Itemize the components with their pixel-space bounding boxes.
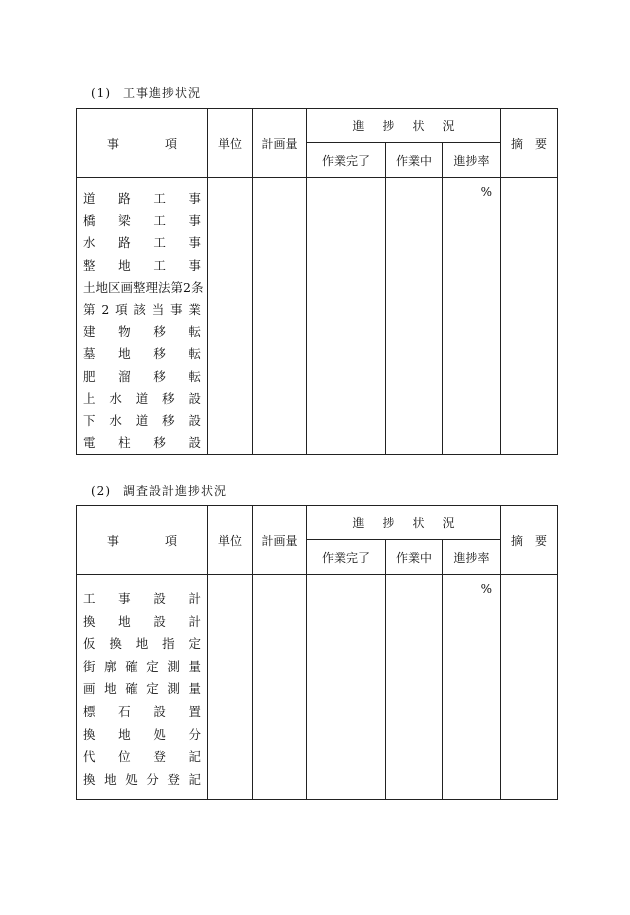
summary-cell xyxy=(501,178,558,455)
header-done: 作業完了 xyxy=(307,540,386,575)
item-char: 工 xyxy=(153,235,166,251)
item-char: 地 xyxy=(118,257,131,273)
header-progress: 進 捗 状 況 xyxy=(307,109,501,143)
item-char: 廓 xyxy=(104,658,117,674)
item-char: 画 xyxy=(83,681,96,697)
rate-unit: % xyxy=(480,185,493,199)
plan-cell xyxy=(253,178,307,455)
item-char: 肥 xyxy=(83,368,96,384)
header-summary: 摘 要 xyxy=(501,109,558,178)
item-char: 事 xyxy=(188,257,201,273)
item-char: 置 xyxy=(188,703,201,719)
item-char: 換 xyxy=(83,613,96,629)
section2-title-text: 調査設計進捗状況 xyxy=(123,484,228,498)
item-char: 道 xyxy=(135,412,149,428)
item-char: 分 xyxy=(188,726,201,742)
item-char: 計 xyxy=(188,591,201,606)
item-char: 記 xyxy=(188,771,201,787)
header-summary: 摘 要 xyxy=(501,506,558,575)
item-char: 換 xyxy=(109,636,122,652)
item-char: 処 xyxy=(125,771,138,787)
item-row xyxy=(83,769,201,792)
item-char: 梁 xyxy=(118,213,131,229)
header-progress: 進 捗 状 況 xyxy=(307,506,501,540)
plan-cell xyxy=(253,575,307,800)
item-char: 記 xyxy=(188,749,201,765)
item-char: 量 xyxy=(188,658,201,674)
header-item: 事 項 xyxy=(77,506,208,575)
construction-progress-table xyxy=(76,108,558,455)
item-char: 路 xyxy=(118,235,131,251)
header-working: 作業中 xyxy=(386,143,443,178)
item-char: 当 xyxy=(151,301,165,317)
item-char: 代 xyxy=(83,749,96,765)
section1-title-text: 工事進捗状況 xyxy=(123,86,202,100)
item-char: 地 xyxy=(104,771,117,787)
item-row xyxy=(83,633,201,656)
item-char: 登 xyxy=(167,771,180,787)
working-cell xyxy=(386,575,443,800)
item-row xyxy=(83,678,201,701)
item-char: 業 xyxy=(188,301,201,317)
header-item: 事 項 xyxy=(77,109,208,178)
rate-cell xyxy=(443,178,501,455)
item-char: 道 xyxy=(83,191,96,206)
item-char: 整 xyxy=(83,257,96,273)
item-char: 土地区画整理法第2条 xyxy=(83,279,204,295)
item-row xyxy=(83,299,201,321)
item-char: 第 xyxy=(83,301,96,317)
item-char: 建 xyxy=(83,324,96,340)
item-char: 墓 xyxy=(83,346,96,362)
item-char: 測 xyxy=(167,658,180,674)
unit-cell xyxy=(208,178,253,455)
item-char: 量 xyxy=(188,681,201,697)
item-char: 転 xyxy=(188,346,201,362)
item-char: 水 xyxy=(109,412,122,428)
item-char: 事 xyxy=(188,191,201,206)
item-char: 設 xyxy=(188,390,201,406)
survey-design-progress-table xyxy=(76,505,558,800)
item-row xyxy=(83,746,201,769)
item-row xyxy=(83,432,201,454)
section1-number: (1) xyxy=(91,86,111,100)
item-row xyxy=(83,255,201,277)
item-char: 上 xyxy=(83,390,96,406)
item-char: 確 xyxy=(125,681,138,697)
item-char: 転 xyxy=(188,324,201,340)
item-list xyxy=(77,178,207,454)
item-char: 設 xyxy=(153,591,166,606)
item-row xyxy=(83,188,201,210)
item-char: 路 xyxy=(118,191,131,206)
item-char: 溜 xyxy=(118,368,131,384)
item-row xyxy=(83,210,201,232)
item-char: 設 xyxy=(188,412,201,428)
item-char: 工 xyxy=(153,191,166,206)
item-char: 地 xyxy=(135,636,149,652)
item-char: 移 xyxy=(153,368,166,384)
item-char: 移 xyxy=(153,435,166,451)
item-char: 定 xyxy=(146,658,159,674)
item-list-cell xyxy=(77,178,208,455)
item-char: 電 xyxy=(83,435,96,451)
item-char: 設 xyxy=(188,435,201,451)
item-char: 地 xyxy=(118,346,131,362)
item-char: 設 xyxy=(153,613,166,629)
item-row xyxy=(83,410,201,432)
item-char: 事 xyxy=(118,591,131,606)
item-row xyxy=(83,588,201,611)
item-char: 換 xyxy=(83,726,96,742)
header-rate: 進捗率 xyxy=(443,143,501,178)
summary-cell xyxy=(501,575,558,800)
item-char: 水 xyxy=(83,235,96,251)
header-done: 作業完了 xyxy=(307,143,386,178)
item-char: 地 xyxy=(118,613,131,629)
rate-cell xyxy=(443,575,501,800)
section2-title xyxy=(91,482,227,499)
item-list xyxy=(77,575,207,791)
header-plan: 計画量 xyxy=(253,109,307,178)
item-char: 橋 xyxy=(83,213,96,229)
item-char: 換 xyxy=(83,771,96,787)
item-row xyxy=(83,611,201,634)
rate-unit: % xyxy=(480,582,493,596)
item-char: 処 xyxy=(153,726,166,742)
item-char: 標 xyxy=(83,703,96,719)
item-row xyxy=(83,656,201,679)
item-char: 2 xyxy=(101,301,110,317)
item-char: 地 xyxy=(104,681,117,697)
item-char: 街 xyxy=(83,658,96,674)
item-row xyxy=(83,232,201,254)
item-char: 確 xyxy=(125,658,138,674)
section1-title xyxy=(91,84,201,101)
item-char: 転 xyxy=(188,368,201,384)
unit-cell xyxy=(208,575,253,800)
item-char: 柱 xyxy=(118,435,131,451)
header-working: 作業中 xyxy=(386,540,443,575)
item-char: 工 xyxy=(153,213,166,229)
header-unit: 単位 xyxy=(208,109,253,178)
item-row xyxy=(83,277,204,299)
item-char: 位 xyxy=(118,749,131,765)
item-char: 分 xyxy=(146,771,159,787)
item-char: 事 xyxy=(188,213,201,229)
item-list-cell xyxy=(77,575,208,800)
item-char: 道 xyxy=(135,390,149,406)
item-char: 移 xyxy=(153,346,166,362)
item-char: 指 xyxy=(162,636,175,652)
header-unit: 単位 xyxy=(208,506,253,575)
done-cell xyxy=(307,178,386,455)
item-char: 定 xyxy=(188,636,201,652)
item-char: 事 xyxy=(170,301,183,317)
item-char: 地 xyxy=(118,726,131,742)
item-char: 下 xyxy=(83,412,96,428)
header-plan: 計画量 xyxy=(253,506,307,575)
item-char: 石 xyxy=(118,703,131,719)
done-cell xyxy=(307,575,386,800)
item-char: 該 xyxy=(133,301,146,317)
item-char: 項 xyxy=(115,301,128,317)
item-char: 測 xyxy=(167,681,180,697)
item-row xyxy=(83,724,201,747)
item-char: 定 xyxy=(146,681,159,697)
item-char: 物 xyxy=(118,324,131,340)
item-row xyxy=(83,388,201,410)
item-row xyxy=(83,701,201,724)
item-char: 工 xyxy=(153,257,166,273)
item-row xyxy=(83,366,201,388)
item-char: 工 xyxy=(83,591,96,606)
item-char: 事 xyxy=(188,235,201,251)
item-char: 設 xyxy=(153,703,166,719)
item-row xyxy=(83,321,201,343)
item-row xyxy=(83,343,201,365)
item-char: 仮 xyxy=(83,636,96,652)
item-char: 移 xyxy=(153,324,166,340)
item-char: 水 xyxy=(109,390,122,406)
item-char: 移 xyxy=(162,412,175,428)
working-cell xyxy=(386,178,443,455)
header-rate: 進捗率 xyxy=(443,540,501,575)
item-char: 計 xyxy=(188,613,201,629)
section2-number: (2) xyxy=(91,484,111,498)
item-char: 登 xyxy=(153,749,166,765)
item-char: 移 xyxy=(162,390,175,406)
